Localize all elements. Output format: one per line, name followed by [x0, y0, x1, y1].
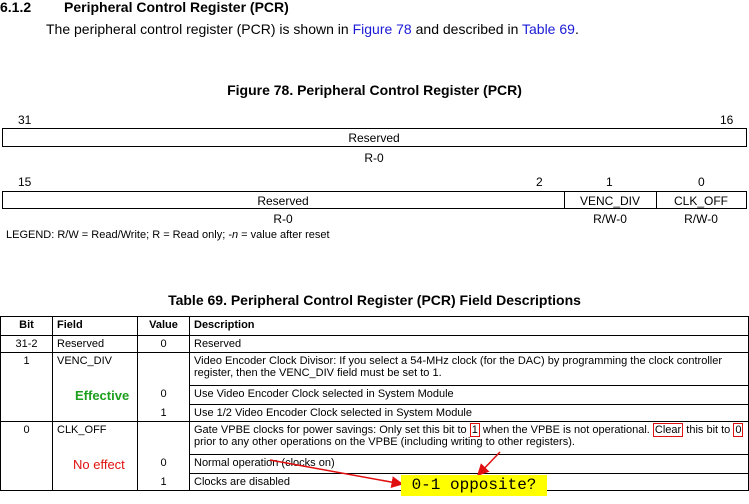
opposite-callout: 0-1 opposite?: [401, 475, 547, 496]
row-value: 1: [138, 474, 190, 491]
no-effect-annotation: No effect: [73, 456, 125, 472]
intro-text-3: .: [574, 21, 579, 37]
venc-div-field: VENC_DIV: [579, 194, 641, 208]
lower-reserved-access: R-0: [273, 212, 293, 226]
arrow-from-1: [478, 452, 500, 475]
bit-0-label: 0: [698, 175, 705, 189]
arrow-from-0: [270, 460, 402, 484]
markup-box-1: 1: [471, 424, 478, 436]
row-bit: 0: [1, 422, 53, 455]
header-field: Field: [53, 317, 138, 336]
figure-78-link[interactable]: Figure 78: [352, 21, 412, 37]
row-value: 0: [138, 336, 190, 353]
row-description: Clocks are disabled: [190, 474, 749, 491]
section-title: Peripheral Control Register (PCR): [64, 0, 289, 15]
row-bit: 31-2: [1, 336, 53, 353]
header-value: Value: [138, 317, 190, 336]
table-title: Table 69. Peripheral Control Register (PCR) Field Descriptions: [168, 292, 581, 308]
row-description: Reserved: [190, 336, 749, 353]
row-bit: 1: [1, 353, 53, 386]
row-description: Use Video Encoder Clock selected in System Module: [190, 386, 749, 405]
lower-reserved-field: Reserved: [257, 194, 309, 208]
clk-off-access: R/W-0: [684, 212, 718, 226]
figure-title: Figure 78. Peripheral Control Register (PCR): [227, 82, 522, 98]
table-69-link[interactable]: Table 69: [522, 21, 575, 37]
markup-box-0: 0: [735, 424, 742, 436]
bit-16-label: 16: [720, 113, 734, 127]
section-number: 6.1.2: [0, 0, 32, 15]
bit-1-label: 1: [606, 175, 613, 189]
intro-text-2: and described in: [411, 21, 522, 37]
row-description: Normal operation (clocks on): [190, 455, 749, 474]
row-description: Video Encoder Clock Divisor: If you select a 54-MHz clock (for the DAC) by programming the clock controller register, then the VENC_DIV field must be set to 1.: [190, 353, 749, 386]
row-description: Use 1/2 Video Encoder Clock selected in System Module: [190, 405, 749, 422]
upper-reserved-access: R-0: [364, 151, 384, 165]
bit-15-label: 15: [18, 175, 32, 189]
row-value: 0: [138, 455, 190, 474]
bit-31-label: 31: [18, 113, 32, 127]
row-value: 1: [138, 405, 190, 422]
intro-text-1: The peripheral control register (PCR) is shown in: [46, 21, 353, 37]
legend-n: n: [231, 229, 239, 241]
row-value: 0: [138, 386, 190, 405]
effective-annotation: Effective: [75, 387, 130, 403]
upper-reserved-field: Reserved: [348, 131, 400, 145]
header-description: Description: [190, 317, 749, 336]
legend-suffix: = value after reset: [238, 229, 330, 241]
row-field: VENC_DIV: [53, 353, 138, 386]
row-description: Gate VPBE clocks for power savings: Only set this bit to 1 when the VPBE is not operational. Clear this bit to 0 prior to any other operations on the VPBE (including writing to other registers).: [190, 422, 749, 455]
legend-prefix: LEGEND: R/W = Read/Write; R = Read only; -: [6, 229, 232, 241]
clk-off-field: CLK_OFF: [673, 194, 728, 208]
header-bit: Bit: [1, 317, 53, 336]
bit-2-label: 2: [536, 175, 543, 189]
venc-div-access: R/W-0: [593, 212, 627, 226]
row-field: Reserved: [53, 336, 138, 353]
markup-box-clear: Clear: [654, 424, 682, 436]
row-field: CLK_OFF: [53, 422, 138, 455]
